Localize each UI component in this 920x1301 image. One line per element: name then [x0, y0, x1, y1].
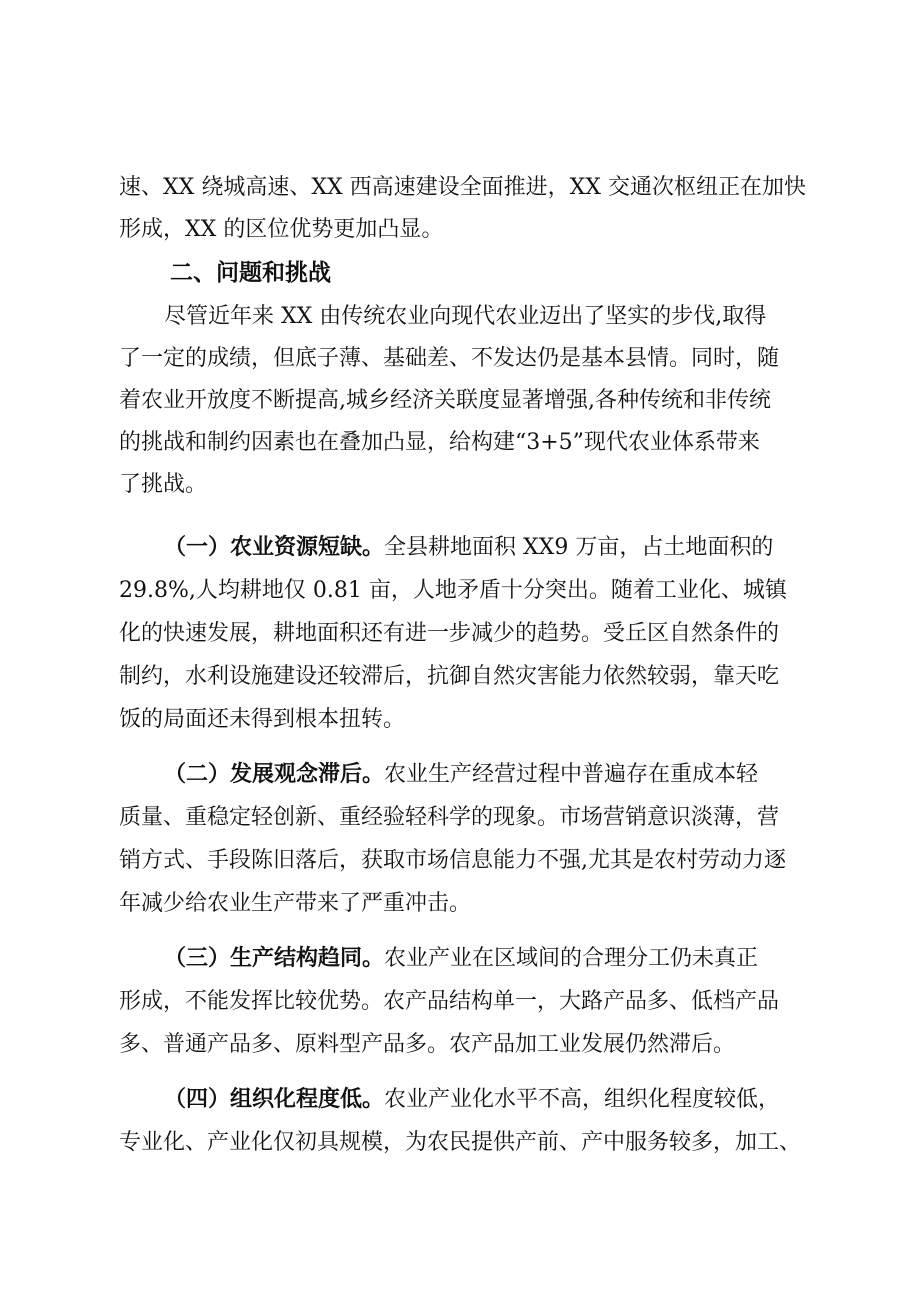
- paragraph-line: 质量、重稳定轻创新、重经验轻科学的现象。市场营销意识淡薄，营: [119, 805, 780, 830]
- paragraph-line: 年减少给农业生产带来了严重冲击。: [119, 891, 472, 916]
- item-title: （二）发展观念滞后。: [164, 762, 385, 787]
- item-first-line: [164, 760, 819, 790]
- item-text: 农业产业化水平不高，组织化程度较低，: [384, 1087, 781, 1112]
- paragraph-line: 饭的局面还未得到根本扭转。: [119, 707, 406, 732]
- paragraph-line: 29.8%,人均耕地仅 0.81 亩，人地矛盾十分突出。随着工业化、城镇: [119, 578, 787, 603]
- paragraph-line: 速、XX 绕城高速、XX 西高速建设全面推进，XX 交通次枢纽正在加快: [119, 175, 806, 200]
- paragraph-line: 了一定的成绩，但底子薄、基础差、不发达仍是基本县情。同时，随: [119, 346, 780, 371]
- item-text: 全县耕地面积 XX9 万亩，占土地面积的: [384, 535, 774, 560]
- item-first-line: [164, 1085, 819, 1115]
- paragraph-line: 形成，XX 的区位优势更加凸显。: [119, 217, 444, 242]
- paragraph-line: 了挑战。: [119, 472, 208, 497]
- paragraph-line: 着农业开放度不断提高,城乡经济关联度显著增强,各种传统和非传统: [119, 388, 771, 413]
- paragraph-line: 多、普通产品多、原料型产品多。农产品加工业发展仍然滞后。: [119, 1032, 736, 1057]
- section-heading: 二、问题和挑战: [170, 260, 331, 286]
- paragraph-line: 销方式、手段陈旧落后，获取市场信息能力不强,尤其是农村劳动力逐: [119, 848, 786, 873]
- paragraph-line: 制约，水利设施建设还较滞后，抗御自然灾害能力依然较弱，靠天吃: [119, 664, 780, 689]
- item-text: 农业生产经营过程中普遍存在重成本轻: [384, 762, 759, 787]
- paragraph-line: 化的快速发展，耕地面积还有进一步减少的趋势。受丘区自然条件的: [119, 621, 780, 646]
- item-title: （三）生产结构趋同。: [164, 946, 385, 971]
- item-text: 农业产业在区域间的合理分工仍未真正: [384, 946, 759, 971]
- item-first-line: [164, 944, 819, 974]
- paragraph-line: 的挑战和制约因素也在叠加凸显，给构建“3+5”现代农业体系带来: [119, 430, 760, 455]
- paragraph-line: 尽管近年来 XX 由传统农业向现代农业迈出了坚实的步伐,取得: [164, 304, 767, 329]
- item-first-line: [164, 533, 819, 563]
- item-title: （一）农业资源短缺。: [164, 535, 385, 560]
- paragraph-line: 形成，不能发挥比较优势。农产品结构单一，大路产品多、低档产品: [119, 989, 780, 1014]
- paragraph-line: 专业化、产业化仅初具规模，为农民提供产前、产中服务较多，加工、: [119, 1130, 802, 1155]
- item-title: （四）组织化程度低。: [164, 1087, 385, 1112]
